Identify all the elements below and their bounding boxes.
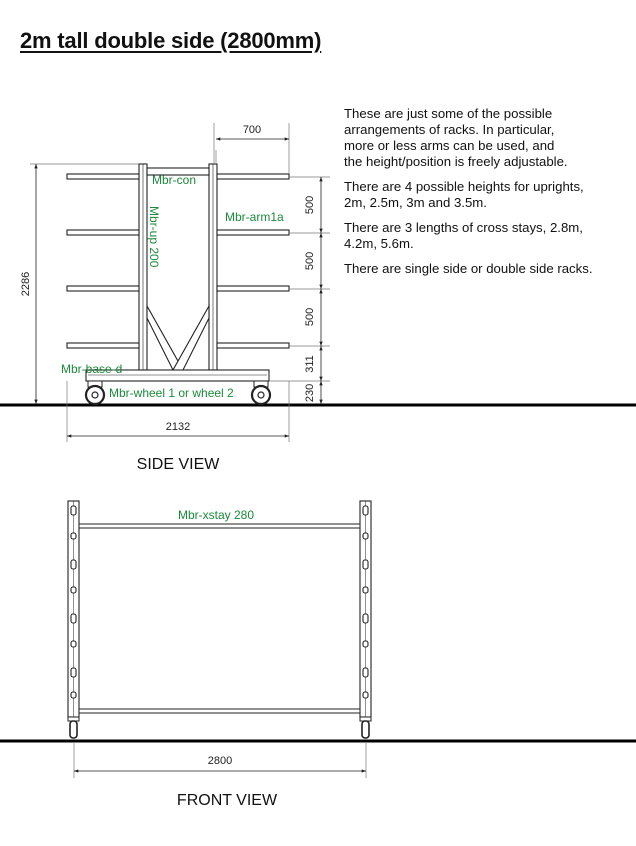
- dim-arm-length: 700: [242, 124, 262, 136]
- note-upright-heights: There are 4 possible heights for uprights, 2m, 2.5m, 3m and 3.5m.: [344, 179, 584, 210]
- note-arrangements: These are just some of the possible arrangements of racks. In particular, more or less arms can be used, and the height/position is freely adjustable.: [344, 106, 568, 169]
- side-view: [0, 123, 636, 473]
- right-wheel-icon: [252, 381, 270, 404]
- dim-spacing-1: 500: [304, 195, 316, 215]
- dim-overall-height: 2286: [20, 271, 32, 297]
- part-label-wheel: Mbr-wheel 1 or wheel 2: [109, 386, 234, 400]
- dim-wheel-height: 230: [304, 383, 316, 403]
- front-view-caption: FRONT VIEW: [176, 792, 278, 809]
- front-left-wheel-icon: [68, 717, 79, 738]
- note-cross-stays: There are 3 lengths of cross stays, 2.8m, 4.2m, 5.6m.: [344, 220, 583, 251]
- part-label-upright: Mbr-up 200: [147, 206, 161, 268]
- left-wheel-icon: [86, 381, 104, 404]
- cross-stay-bottom: [79, 709, 360, 713]
- part-label-con: Mbr-con: [152, 173, 197, 187]
- part-label-base: Mbr-base-d: [61, 362, 123, 376]
- side-view-caption: SIDE VIEW: [136, 456, 220, 473]
- right-arms: [217, 174, 289, 348]
- left-brace: [147, 306, 183, 370]
- dim-front-width: 2800: [207, 755, 233, 767]
- right-brace: [173, 306, 209, 370]
- front-view: [0, 501, 636, 809]
- note-rack-sides: There are single side or double side racks.: [344, 261, 593, 276]
- part-label-arm: Mbr-arm1a: [225, 210, 284, 224]
- dim-base-width: 2132: [165, 421, 191, 433]
- front-right-wheel-icon: [360, 717, 371, 738]
- dim-spacing-3: 500: [304, 307, 316, 327]
- left-arms: [67, 174, 139, 348]
- page-title: 2m tall double side (2800mm): [20, 28, 322, 53]
- dim-spacing-2: 500: [304, 251, 316, 271]
- rack-frame: [67, 164, 289, 381]
- dim-base-to-arm: 311: [304, 355, 316, 373]
- cross-stay-top: [79, 524, 360, 528]
- front-left-upright: [68, 501, 79, 717]
- part-label-xstay: Mbr-xstay 280: [177, 508, 255, 522]
- front-right-upright: [360, 501, 371, 717]
